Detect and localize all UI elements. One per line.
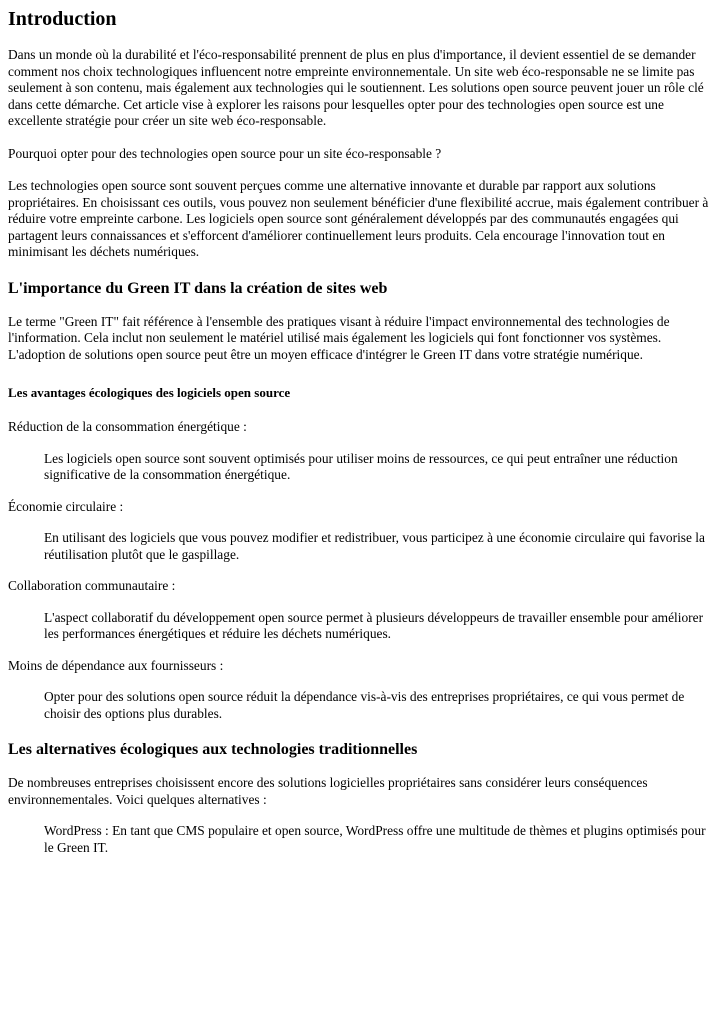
section-heading-green-it: L'importance du Green IT dans la création de sites web	[8, 279, 388, 297]
green-it-paragraph: Le terme "Green IT" fait référence à l'ensemble des pratiques visant à réduire l'impact environnemental des technologies de l'information. Cela inclut non seulement le matériel utilisé mais également les logiciels qui font fonctionner vos systèmes. L'adoption de solutions open source peut être un moyen efficace d'intégrer le Green IT dans votre stratégie numérique.	[8, 313, 670, 362]
intro-paragraph-2: Les technologies open source sont souvent perçues comme une alternative innovante et durable par rapport aux solutions propriétaires. En choisissant ces outils, vous pouvez non seulement bénéficier d'une flexibilité accrue, mais également contribuer à réduire votre empreinte carbone. Les logiciels open source sont généralement développés par des communautés engagées qui partagent leurs connaissances et s'efforcent d'améliorer continuellement leurs produits. Cela encourage l'innovation tout en minimisant les déchets numériques.	[8, 178, 709, 259]
advantage-description: En utilisant des logiciels que vous pouvez modifier et redistribuer, vous participez à une économie circulaire qui favorise la réutilisation plutôt que le gaspillage.	[44, 530, 705, 562]
alternatives-list	[8, 823, 712, 856]
page-title: Introduction	[8, 8, 117, 30]
intro-paragraph: Dans un monde où la durabilité et l'éco-responsabilité prennent de plus en plus d'importance, il devient essentiel de se demander comment nos choix technologiques influencent notre empreinte environnementale. Un site web éco-responsable ne se limite pas seulement à son contenu, mais également aux technologies qui le soutiennent. Les solutions open source peuvent jouer un rôle clé dans cette démarche. Cet article vise à explorer les raisons pour lesquelles opter pour des technologies open source est une excellente stratégie pour créer un site web éco-responsable.	[8, 47, 704, 128]
intro-question: Pourquoi opter pour des technologies open source pour un site éco-responsable ?	[8, 145, 442, 161]
section-heading-alternatives: Les alternatives écologiques aux technologies traditionnelles	[8, 741, 418, 758]
advantage-term: Réduction de la consommation énergétique :	[8, 419, 247, 434]
advantage-term: Économie circulaire :	[8, 498, 124, 514]
advantage-term: Moins de dépendance aux fournisseurs :	[8, 657, 224, 673]
section-heading-advantages: Les avantages écologiques des logiciels open source	[8, 385, 291, 400]
article	[0, 8, 720, 856]
advantage-description: Les logiciels open source sont souvent optimisés pour utiliser moins de ressources, ce qui peut entraîner une réduction significative de la consommation énergétique.	[44, 450, 678, 482]
advantage-term: Collaboration communautaire :	[8, 578, 176, 593]
advantage-description: L'aspect collaboratif du développement open source permet à plusieurs développeurs de travailler ensemble pour améliorer les performances énergétiques et réduire les déchets numériques.	[44, 609, 704, 641]
advantages-list	[8, 419, 712, 722]
alternatives-paragraph: De nombreuses entreprises choisissent encore des solutions logicielles propriétaires sans considérer leurs conséquences environnementales. Voici quelques alternatives :	[8, 775, 648, 807]
alternative-description: WordPress : En tant que CMS populaire et open source, WordPress offre une multitude de thèmes et plugins optimisés pour le Green IT.	[44, 823, 706, 855]
advantage-description: Opter pour des solutions open source réduit la dépendance vis-à-vis des entreprises propriétaires, ce qui vous permet de choisir des options plus durables.	[44, 689, 685, 721]
